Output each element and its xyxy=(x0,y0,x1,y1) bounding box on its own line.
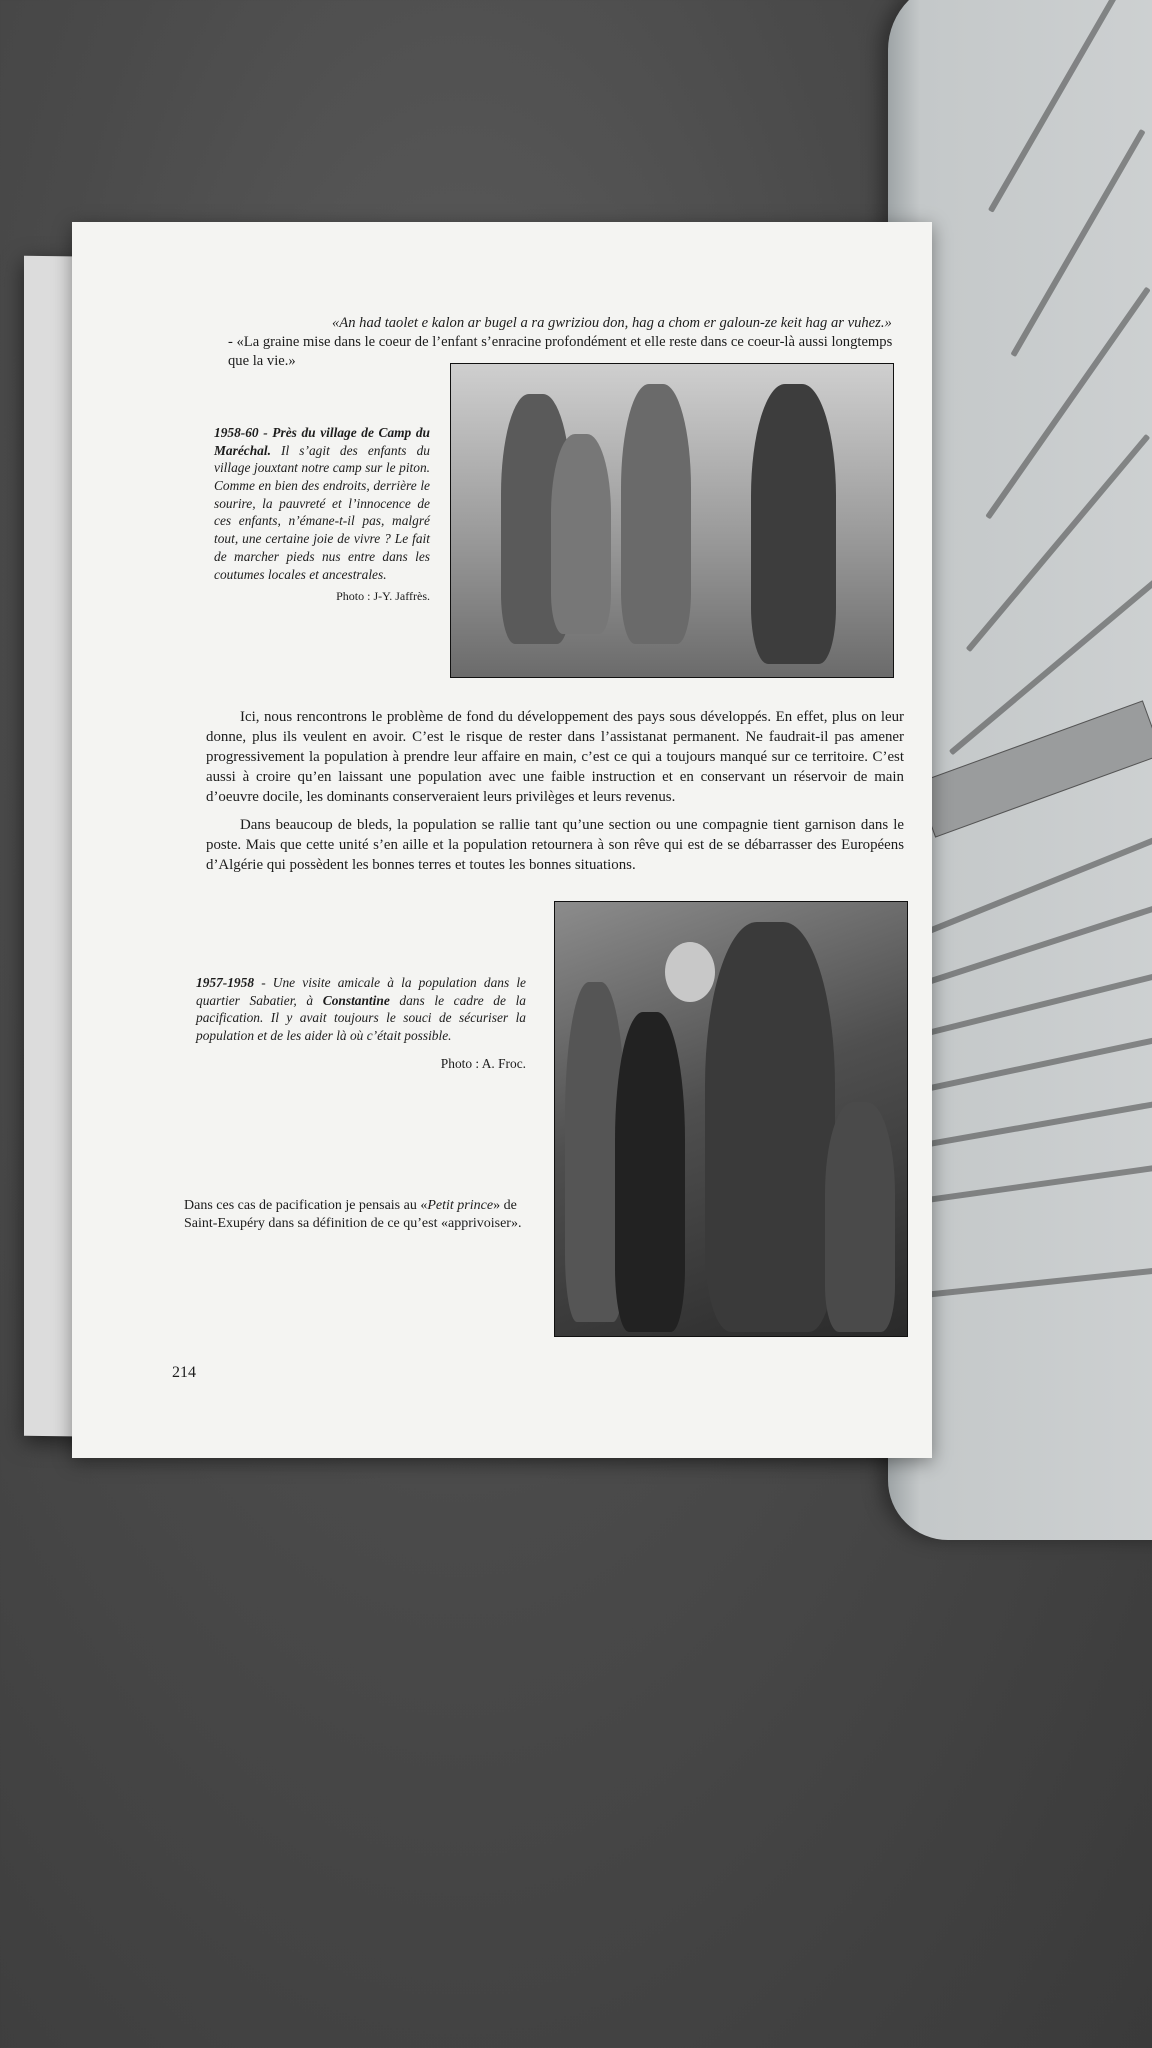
photo-soldier-constantine xyxy=(554,901,908,1337)
note-text-before: Dans ces cas de pacification je pensais au « xyxy=(184,1198,428,1213)
note-petit-prince xyxy=(184,1197,524,1234)
book-page xyxy=(72,222,932,1458)
photo1-credit: Photo : J-Y. Jaffrès. xyxy=(336,589,430,604)
facing-page-quote-box xyxy=(915,700,1152,837)
photo2-credit: Photo : A. Froc. xyxy=(440,1055,526,1071)
body-text xyxy=(206,707,904,882)
paragraph: Dans beaucoup de bleds, la population se rallie tant qu’une section ou une compagnie tient garnison dans le poste. Mais que cette unité s’en aille et la population retournera à son rêve qui est de se débarrasser des Européens d’Algérie qui possèdent les bonnes terres et toutes les bonnes situations. xyxy=(206,816,904,873)
photo-children-village xyxy=(450,363,894,678)
epigraph-french: - «La graine mise dans le coeur de l’enfant s’enracine profondément et elle reste dans ce coeur-là aussi longtemps que la vie.» xyxy=(228,333,893,369)
photo1-caption xyxy=(214,424,430,605)
photo2-caption-heading: 1957-1958 xyxy=(196,975,255,990)
photo1-caption-text: Il s’agit des enfants du village jouxtant notre camp sur le piton. Comme en bien des endroits, derrière le sourire, la pauvreté et l’innocence de ces enfants, n’émane-t-il pas, malgré tout, une certaine joie de vivre ? Le fait de marcher pieds nus entre dans les coutumes locales et ancestrales. xyxy=(214,442,430,582)
page-number: 214 xyxy=(172,1364,196,1381)
paragraph: Ici, nous rencontrons le problème de fond du développement des pays sous développés. En effet, plus on leur donne, plus ils veulent en avoir. C’est le risque de rester dans l’assistanat permanent. Ne faudrait-il pas amener progressivement la population à prendre leur affaire en main, c’est ce qui a toujours manqué sur ce territoire. C’est aussi à croire qu’en laissant une population avec une faible instruction et en conservant un réservoir de main d’oeuvre docile, les dominants conserveraient leurs privilèges et leurs revenus. xyxy=(206,709,904,806)
photo2-caption xyxy=(196,974,526,1072)
note-text-after: » de Saint-Exupéry dans sa définition de ce qu’est «apprivoiser». xyxy=(184,1198,522,1232)
epigraph-breton: «An had taolet e kalon ar bugel a ra gwriziou don, hag a chom er galoun-ze keit hag ar vuhez.» xyxy=(332,315,892,331)
note-book-title: Petit prince xyxy=(427,1198,494,1213)
photo2-caption-place: Constantine xyxy=(322,992,390,1008)
photo2-caption-text-before: - Une visite amicale à la population dans le quartier Sabatier, à xyxy=(196,975,526,1008)
photo1-caption-heading: 1958-60 - Près du village de Camp du Maréchal. xyxy=(214,425,430,458)
photo2-caption-text-after: dans le cadre de la pacification. Il y avait toujours le souci de sécuriser la population et de les aider là où c’était possible. xyxy=(196,992,527,1044)
